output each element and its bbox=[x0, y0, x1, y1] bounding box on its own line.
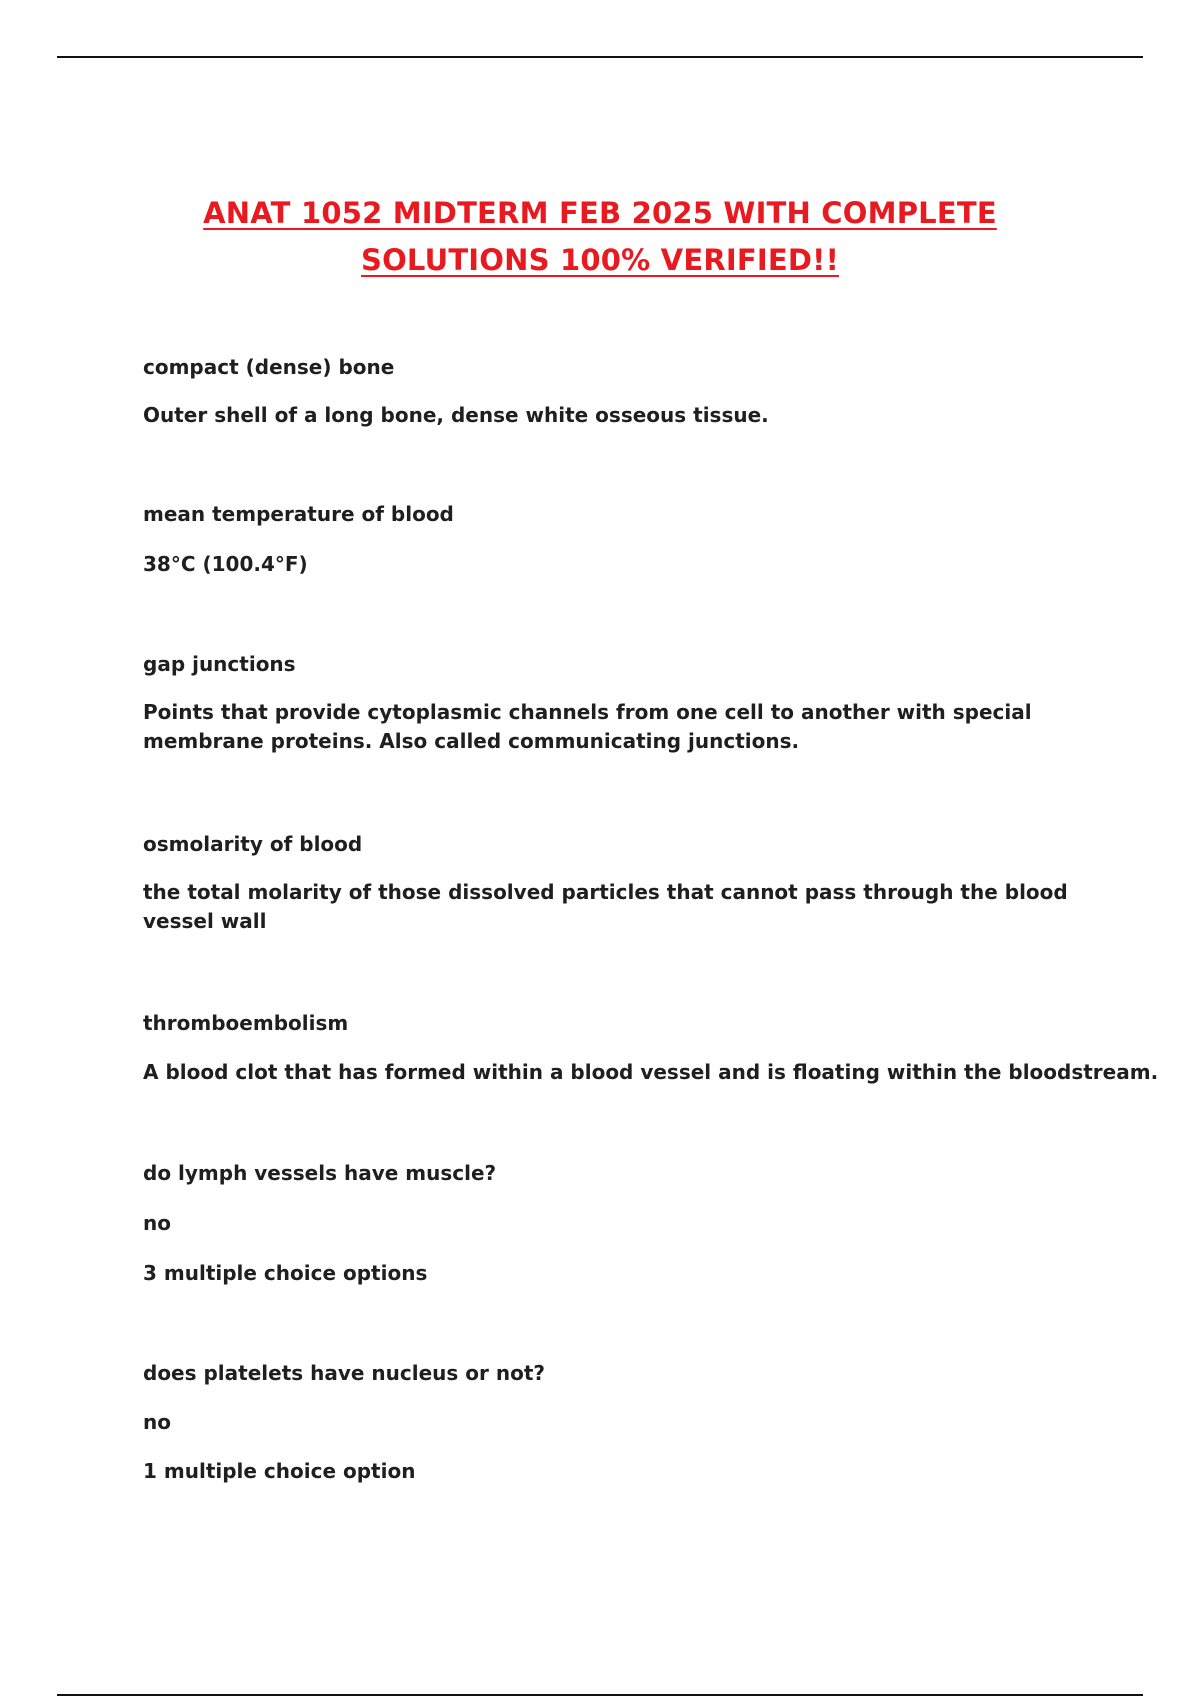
term: mean temperature of blood bbox=[143, 502, 454, 526]
term: does platelets have nucleus or not? bbox=[143, 1361, 545, 1385]
answer: the total molarity of those dissolved particles that cannot pass through the blood vessel wall bbox=[143, 880, 1068, 933]
term: compact (dense) bone bbox=[143, 355, 395, 379]
answer: no bbox=[143, 1410, 171, 1434]
bottom-rule bbox=[57, 1694, 1143, 1696]
term: osmolarity of blood bbox=[143, 832, 363, 856]
term: thromboembolism bbox=[143, 1011, 349, 1035]
note: 1 multiple choice option bbox=[143, 1459, 416, 1483]
title-line-1: ANAT 1052 MIDTERM FEB 2025 WITH COMPLETE bbox=[203, 196, 997, 230]
answer: 38°C (100.4°F) bbox=[143, 552, 308, 576]
term: gap junctions bbox=[143, 652, 296, 676]
answer: Outer shell of a long bone, dense white osseous tissue. bbox=[143, 403, 769, 427]
answer: Points that provide cytoplasmic channels from one cell to another with special membrane proteins. Also called communicating junctions. bbox=[143, 700, 1032, 753]
note: 3 multiple choice options bbox=[143, 1261, 428, 1285]
answer: no bbox=[143, 1211, 171, 1235]
term: do lymph vessels have muscle? bbox=[143, 1161, 497, 1185]
document-title bbox=[0, 190, 1200, 284]
answer: A blood clot that has formed within a blood vessel and is floating within the bloodstream. bbox=[143, 1060, 1159, 1084]
top-rule bbox=[57, 56, 1143, 58]
title-line-2: SOLUTIONS 100% VERIFIED!! bbox=[360, 243, 839, 277]
